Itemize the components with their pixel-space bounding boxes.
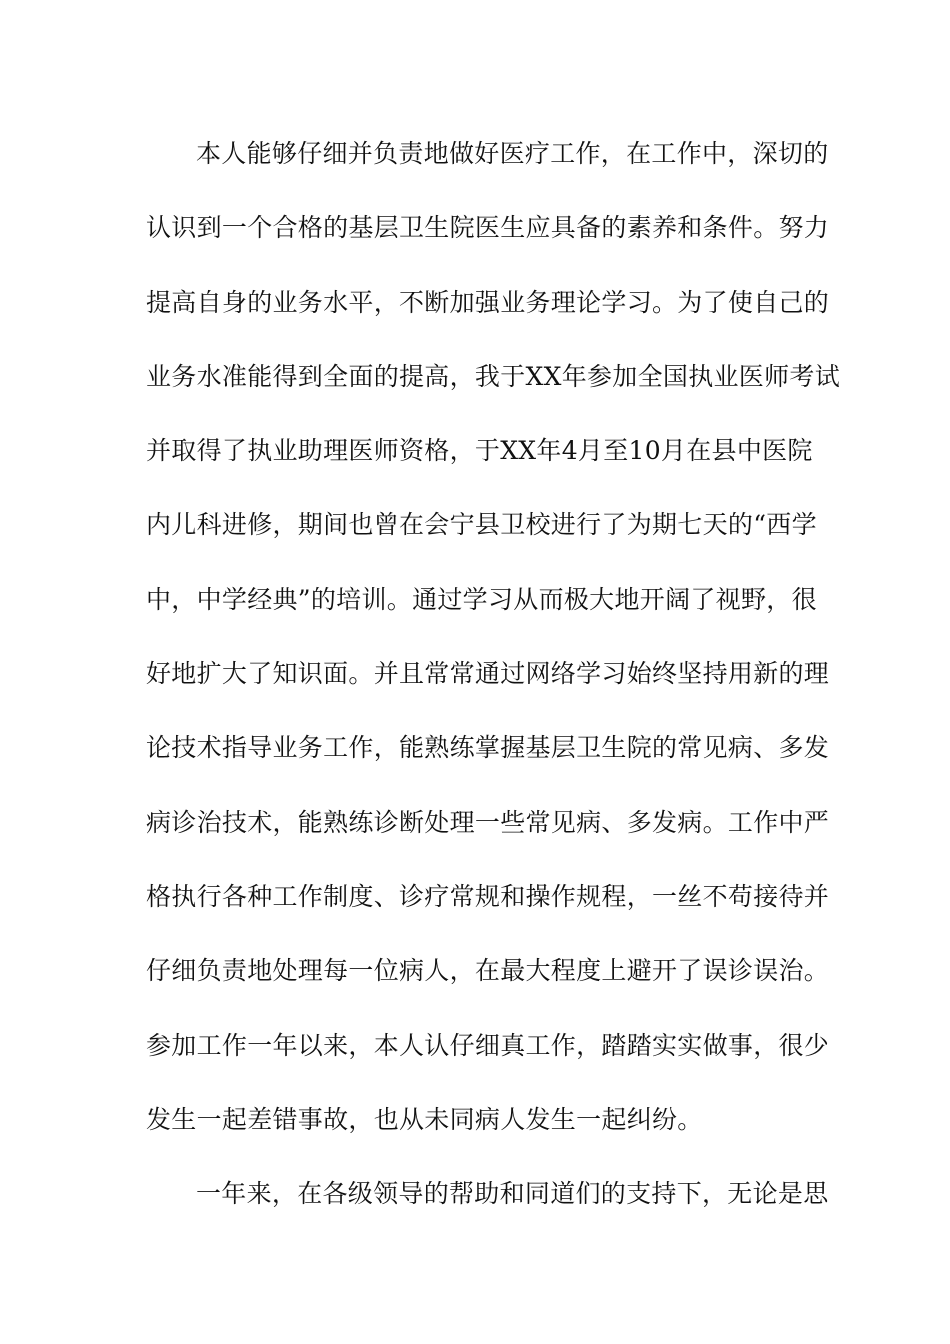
paragraph-2-line-1: 一年来，在各级领导的帮助和同道们的支持下，无论是思 (196, 1179, 829, 1209)
paragraph-1-line-5: 并取得了执业助理医师资格，于XX年4月至10月在县中医院 (146, 436, 813, 466)
paragraph-1-line-8: 好地扩大了知识面。并且常常通过网络学习始终坚持用新的理 (146, 659, 830, 689)
paragraph-1-line-12: 仔细负责地处理每一位病人，在最大程度上避开了误诊误治。 (146, 956, 830, 986)
paragraph-1-line-7: 中，中学经典”的培训。通过学习从而极大地开阔了视野，很 (146, 584, 817, 614)
paragraph-1-line-10: 病诊治技术，能熟练诊断处理一些常见病、多发病。工作中严 (146, 807, 830, 837)
paragraph-1-line-11: 格执行各种工作制度、诊疗常规和操作规程，一丝不苟接待并 (146, 881, 830, 911)
paragraph-1-line-1: 本人能够仔细并负责地做好医疗工作，在工作中，深切的 (196, 139, 829, 168)
paragraph-1-line-3: 提高自身的业务水平，不断加强业务理论学习。为了使自己的 (146, 287, 830, 317)
paragraph-1-line-9: 论技术指导业务工作，能熟练掌握基层卫生院的常见病、多发 (146, 733, 830, 763)
paragraph-1-line-13: 参加工作一年以来，本人认仔细真工作，踏踏实实做事，很少 (146, 1030, 830, 1060)
paragraph-1-line-4: 业务水准能得到全面的提高，我于XX年参加全国执业医师考试 (146, 361, 840, 391)
body-text (146, 132, 840, 1246)
paragraph-1-line-14: 发生一起差错事故，也从未同病人发生一起纠纷。 (146, 1104, 703, 1134)
paragraph-1-line-2: 认识到一个合格的基层卫生院医生应具备的素养和条件。努力 (146, 213, 830, 243)
paragraph-1-line-6: 内儿科进修，期间也曾在会宁县卫校进行了为期七天的“西学 (146, 510, 817, 540)
